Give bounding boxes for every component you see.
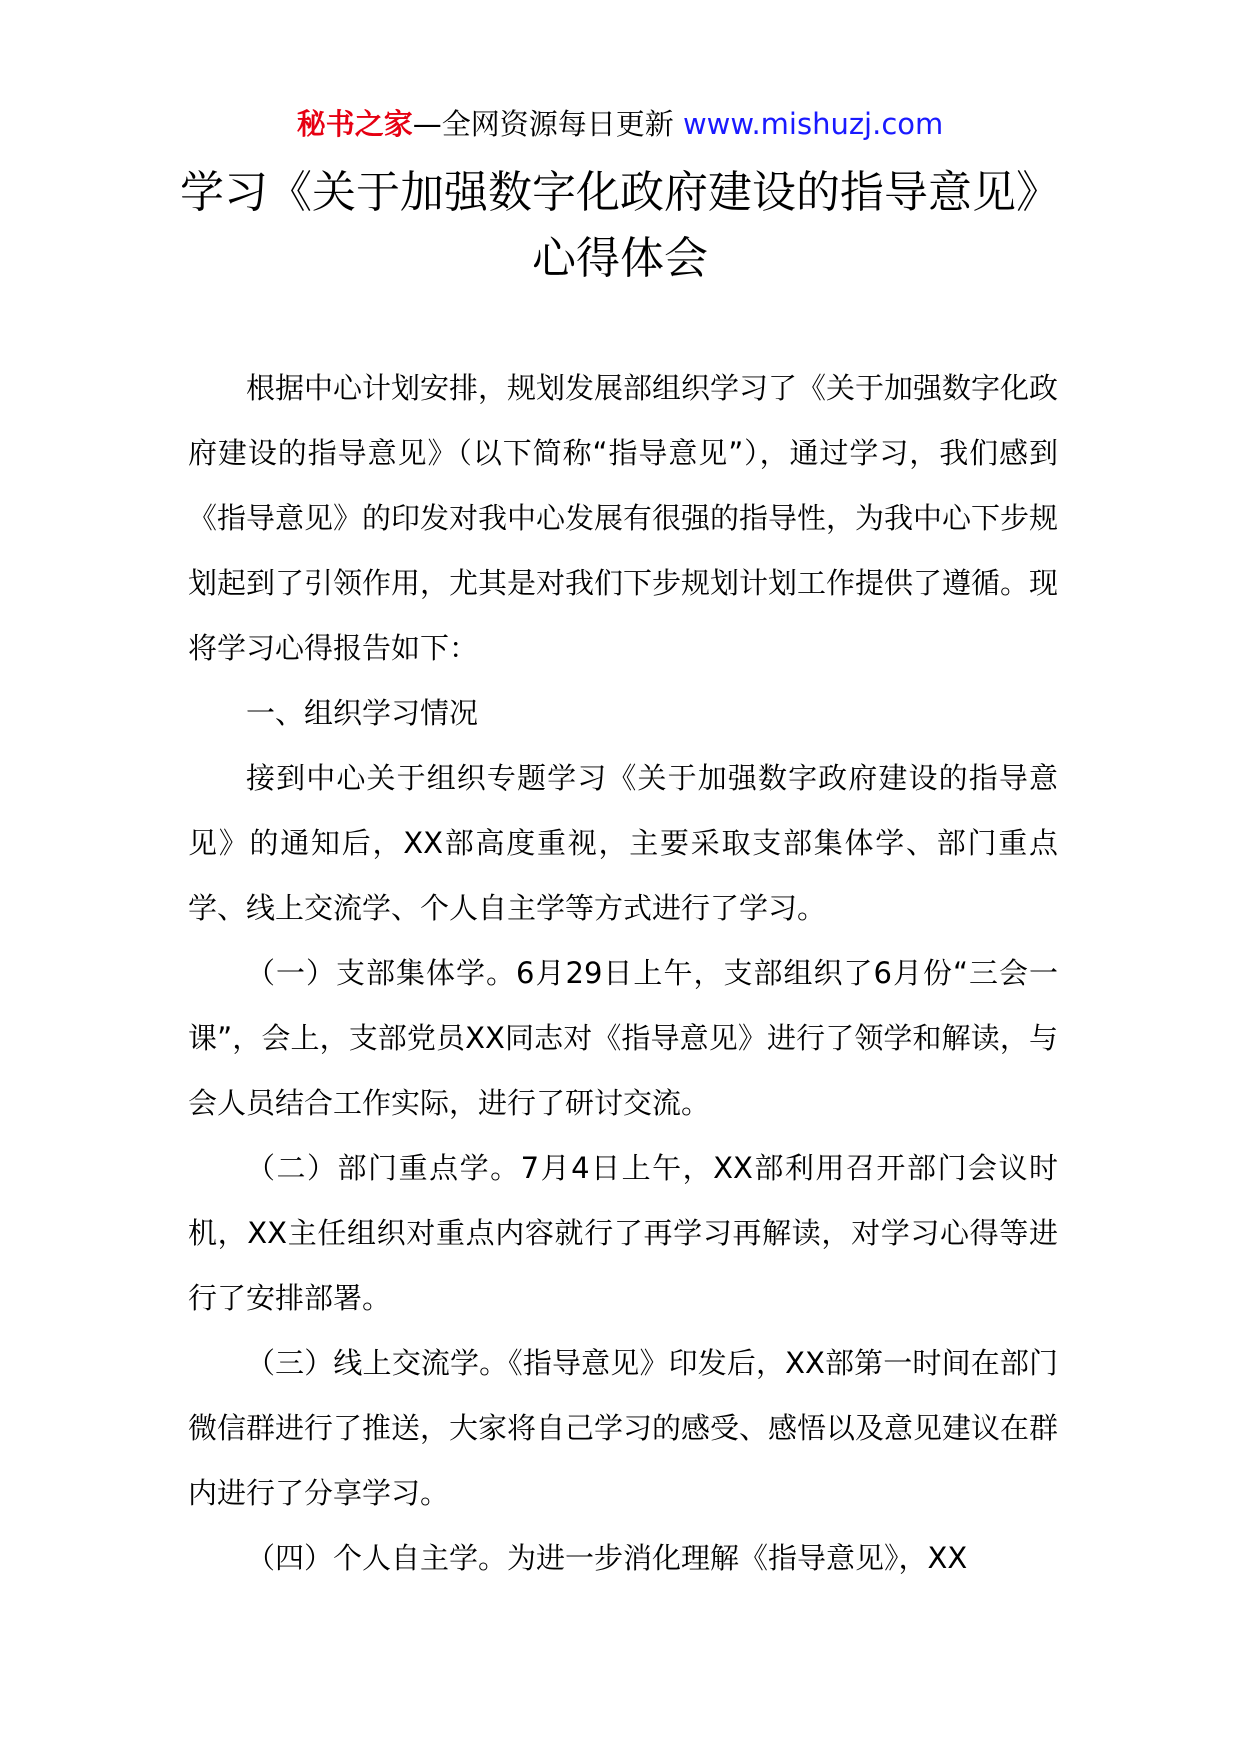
site-url-link[interactable]: www.mishuzj.com (682, 107, 944, 141)
site-tagline: —全网资源每日更新 (412, 107, 683, 141)
document-body (188, 356, 1058, 1591)
paragraph-overview: 接到中心关于组织专题学习《关于加强数字政府建设的指导意见》的通知后，XX部高度重视，主要采取支部集体学、部门重点学、线上交流学、个人自主学等方式进行了学习。 (188, 761, 1058, 925)
paragraph-intro: 根据中心计划安排，规划发展部组织学习了《关于加强数字化政府建设的指导意见》（以下简称“指导意见”），通过学习，我们感到《指导意见》的印发对我中心发展有很强的指导性，为我中心下步规划起到了引领作用，尤其是对我们下步规划计划工作提供了遵循。现将学习心得报告如下： (188, 371, 1059, 665)
site-header (0, 104, 1240, 144)
paragraph-item-3: （三）线上交流学。《指导意见》印发后，XX部第一时间在部门微信群进行了推送，大家将自己学习的感受、感悟以及意见建议在群内进行了分享学习。 (188, 1346, 1059, 1510)
section-heading: 一、组织学习情况 (246, 696, 479, 730)
paragraph-item-2: （二）部门重点学。7月4日上午，XX部利用召开部门会议时机，XX主任组织对重点内容就行了再学习再解读，对学习心得等进行了安排部署。 (188, 1151, 1058, 1315)
document-title: 学习《关于加强数字化政府建设的指导意见》心得体会 (180, 167, 1060, 284)
site-brand: 秘书之家 (296, 107, 413, 141)
paragraph-item-4: （四）个人自主学。为进一步消化理解《指导意见》，XX (246, 1541, 968, 1575)
paragraph-item-1: （一）支部集体学。6月29日上午，支部组织了6月份“三会一课”，会上，支部党员XX同志对《指导意见》进行了领学和解读，与会人员结合工作实际，进行了研讨交流。 (188, 956, 1058, 1120)
